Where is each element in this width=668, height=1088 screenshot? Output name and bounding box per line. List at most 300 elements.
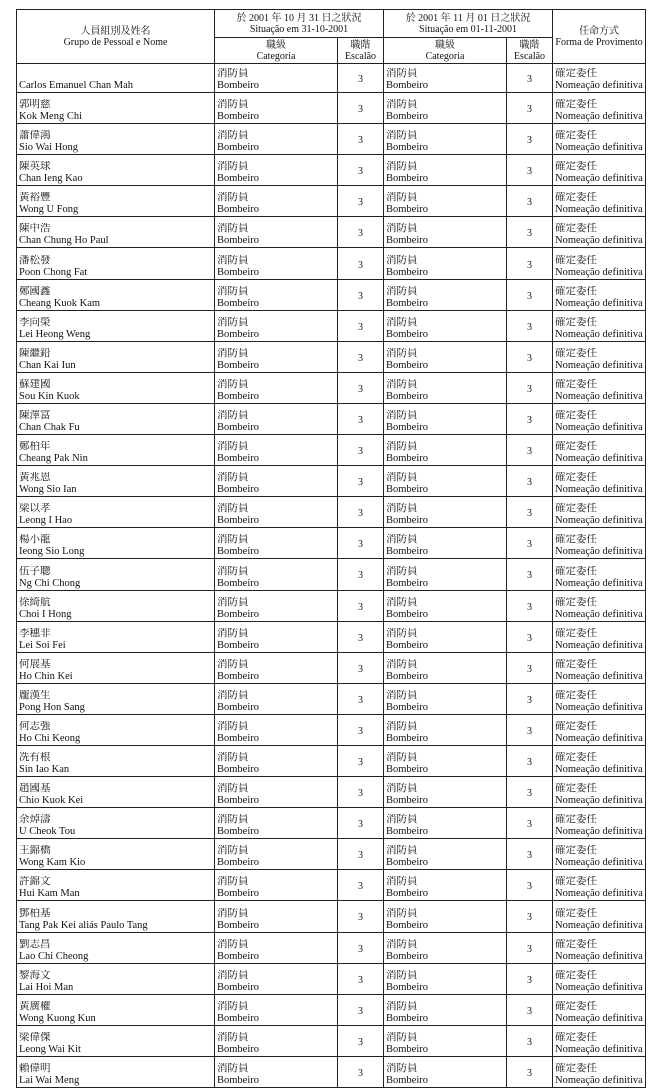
forma-provimento-zh: 確定委任 xyxy=(555,689,598,701)
staff-name xyxy=(17,93,215,124)
forma-provimento xyxy=(553,155,646,186)
categoria-after-pt: Bombeiro xyxy=(386,732,428,744)
forma-provimento-zh: 確定委任 xyxy=(555,99,598,111)
escalao-before: 3 xyxy=(338,435,384,466)
table-row xyxy=(17,372,646,403)
escalao-before: 3 xyxy=(338,124,384,155)
name-column-header-pt: Grupo de Pessoal e Nome xyxy=(63,36,168,48)
escalao-before: 3 xyxy=(338,279,384,310)
forma-provimento xyxy=(553,652,646,683)
categoria-after-pt: Bombeiro xyxy=(386,80,428,91)
categoria-before-pt: Bombeiro xyxy=(217,390,259,402)
table-row xyxy=(17,777,646,808)
forma-provimento-pt: Nomeação definitiva xyxy=(555,515,643,527)
escalao-after: 3 xyxy=(507,590,553,621)
forma-provimento xyxy=(553,777,646,808)
categoria-after-zh: 消防員 xyxy=(386,1000,418,1012)
categoria-after-zh: 消防員 xyxy=(386,1031,418,1043)
categoria-before-pt: Bombeiro xyxy=(217,919,259,931)
categoria-before xyxy=(215,403,338,434)
forma-provimento xyxy=(553,372,646,403)
forma-provimento-pt: Nomeação definitiva xyxy=(555,919,643,931)
forma-provimento-pt: Nomeação definitiva xyxy=(555,142,643,154)
staff-table xyxy=(16,9,646,1088)
categoria-before-zh: 消防員 xyxy=(217,161,249,173)
categoria-header-1 xyxy=(215,38,338,64)
escalao-header-2-pt: Escalão xyxy=(513,50,546,62)
staff-name xyxy=(17,124,215,155)
categoria-after-zh: 消防員 xyxy=(386,534,418,546)
categoria-before-zh: 消防員 xyxy=(217,938,249,950)
escalao-after: 3 xyxy=(507,963,553,994)
categoria-before-pt: Bombeiro xyxy=(217,1075,259,1086)
categoria-before-zh: 消防員 xyxy=(217,1000,249,1012)
period2-header xyxy=(384,10,553,38)
forma-provimento-zh: 確定委任 xyxy=(555,68,598,79)
categoria-after xyxy=(384,652,507,683)
staff-name xyxy=(17,714,215,745)
staff-name xyxy=(17,435,215,466)
forma-provimento-pt: Nomeação definitiva xyxy=(555,390,643,402)
escalao-before: 3 xyxy=(338,590,384,621)
escalao-before: 3 xyxy=(338,310,384,341)
forma-provimento-pt: Nomeação definitiva xyxy=(555,764,643,776)
categoria-before-pt: Bombeiro xyxy=(217,795,259,807)
forma-provimento xyxy=(553,901,646,932)
staff-name-pt: Pong Hon Sang xyxy=(19,701,85,713)
categoria-before xyxy=(215,590,338,621)
forma-provimento-zh: 確定委任 xyxy=(555,876,598,888)
categoria-after-pt: Bombeiro xyxy=(386,1043,428,1055)
escalao-before: 3 xyxy=(338,745,384,776)
forma-provimento xyxy=(553,932,646,963)
forma-provimento xyxy=(553,310,646,341)
escalao-after: 3 xyxy=(507,745,553,776)
forma-provimento-zh: 確定委任 xyxy=(555,254,598,266)
forma-provimento-zh: 確定委任 xyxy=(555,720,598,732)
categoria-before-pt: Bombeiro xyxy=(217,359,259,371)
categoria-after-zh: 消防員 xyxy=(386,472,418,484)
categoria-before-zh: 消防員 xyxy=(217,441,249,453)
categoria-after-zh: 消防員 xyxy=(386,223,418,235)
forma-provimento-zh: 確定委任 xyxy=(555,130,598,142)
categoria-after-zh: 消防員 xyxy=(386,285,418,297)
categoria-before-zh: 消防員 xyxy=(217,316,249,328)
staff-name-pt: Sio Wai Hong xyxy=(19,142,79,154)
forma-provimento xyxy=(553,279,646,310)
categoria-after-pt: Bombeiro xyxy=(386,577,428,589)
staff-name-zh: 黃裕豐 xyxy=(19,192,51,204)
escalao-before: 3 xyxy=(338,341,384,372)
escalao-after: 3 xyxy=(507,777,553,808)
staff-name xyxy=(17,652,215,683)
categoria-before-pt: Bombeiro xyxy=(217,173,259,185)
categoria-before-zh: 消防員 xyxy=(217,565,249,577)
staff-name-pt: Kok Meng Chi xyxy=(19,111,82,123)
escalao-after: 3 xyxy=(507,932,553,963)
categoria-after xyxy=(384,186,507,217)
categoria-after-pt: Bombeiro xyxy=(386,204,428,216)
escalao-before: 3 xyxy=(338,621,384,652)
forma-provimento-zh: 確定委任 xyxy=(555,192,598,204)
categoria-after-zh: 消防員 xyxy=(386,503,418,515)
categoria-before-zh: 消防員 xyxy=(217,969,249,981)
categoria-before xyxy=(215,528,338,559)
categoria-after-zh: 消防員 xyxy=(386,316,418,328)
escalao-after: 3 xyxy=(507,435,553,466)
forma-provimento xyxy=(553,93,646,124)
categoria-before-pt: Bombeiro xyxy=(217,111,259,123)
staff-name-pt: Tang Pak Kei aliás Paulo Tang xyxy=(19,919,148,931)
categoria-before-pt: Bombeiro xyxy=(217,732,259,744)
table-row xyxy=(17,714,646,745)
categoria-after xyxy=(384,808,507,839)
forma-provimento-pt: Nomeação definitiva xyxy=(555,266,643,278)
escalao-before: 3 xyxy=(338,217,384,248)
forma-provimento xyxy=(553,466,646,497)
categoria-after xyxy=(384,994,507,1025)
escalao-after: 3 xyxy=(507,372,553,403)
escalao-after: 3 xyxy=(507,403,553,434)
staff-name xyxy=(17,559,215,590)
staff-name-pt: Ho Chin Kei xyxy=(19,670,73,682)
forma-provimento-zh: 確定委任 xyxy=(555,938,598,950)
forma-provimento-pt: Nomeação definitiva xyxy=(555,204,643,216)
categoria-after-pt: Bombeiro xyxy=(386,359,428,371)
categoria-after-zh: 消防員 xyxy=(386,347,418,359)
staff-name-zh: 徐綺航 xyxy=(19,596,51,608)
categoria-after-zh: 消防員 xyxy=(386,378,418,390)
forma-provimento xyxy=(553,590,646,621)
escalao-header-1-zh: 職階 xyxy=(350,39,371,51)
forma-provimento-pt: Nomeação definitiva xyxy=(555,484,643,496)
categoria-before-pt: Bombeiro xyxy=(217,515,259,527)
staff-name-pt: Carlos Emanuel Chan Mah xyxy=(19,80,134,91)
staff-name-pt: Lei Heong Weng xyxy=(19,328,91,340)
categoria-after-zh: 消防員 xyxy=(386,565,418,577)
escalao-header-1 xyxy=(338,38,384,64)
categoria-after-pt: Bombeiro xyxy=(386,639,428,651)
categoria-before-zh: 消防員 xyxy=(217,223,249,235)
table-row xyxy=(17,808,646,839)
table-row xyxy=(17,403,646,434)
categoria-after-pt: Bombeiro xyxy=(386,1075,428,1086)
categoria-before-zh: 消防員 xyxy=(217,534,249,546)
categoria-before xyxy=(215,435,338,466)
categoria-before xyxy=(215,994,338,1025)
staff-name-pt: Wong Sio Ian xyxy=(19,484,77,496)
categoria-after-zh: 消防員 xyxy=(386,130,418,142)
staff-name xyxy=(17,310,215,341)
table-row xyxy=(17,1056,646,1087)
table-row xyxy=(17,559,646,590)
staff-name-zh: 鄭柏年 xyxy=(19,441,51,453)
forma-provimento-pt: Nomeação definitiva xyxy=(555,950,643,962)
categoria-before xyxy=(215,64,338,93)
staff-name-zh: 陳中浩 xyxy=(19,223,51,235)
escalao-after: 3 xyxy=(507,466,553,497)
categoria-after-zh: 消防員 xyxy=(386,752,418,764)
forma-provimento xyxy=(553,745,646,776)
staff-name-zh: 余焯濤 xyxy=(19,814,51,826)
forma-provimento-pt: Nomeação definitiva xyxy=(555,422,643,434)
forma-provimento-zh: 確定委任 xyxy=(555,223,598,235)
escalao-after: 3 xyxy=(507,217,553,248)
staff-name xyxy=(17,186,215,217)
categoria-before xyxy=(215,1056,338,1087)
staff-name-pt: Lai Wai Meng xyxy=(19,1075,80,1086)
categoria-before-zh: 消防員 xyxy=(217,596,249,608)
categoria-after xyxy=(384,279,507,310)
forma-provimento-pt: Nomeação definitiva xyxy=(555,111,643,123)
categoria-after-zh: 消防員 xyxy=(386,969,418,981)
staff-name-zh: 許錦文 xyxy=(19,876,51,888)
table-row xyxy=(17,248,646,279)
categoria-after xyxy=(384,559,507,590)
staff-name-zh: 伍子聰 xyxy=(19,565,51,577)
categoria-before xyxy=(215,963,338,994)
forma-provimento xyxy=(553,839,646,870)
forma-provimento-pt: Nomeação definitiva xyxy=(555,80,643,91)
categoria-after-zh: 消防員 xyxy=(386,658,418,670)
categoria-before-zh: 消防員 xyxy=(217,627,249,639)
categoria-before-pt: Bombeiro xyxy=(217,422,259,434)
categoria-before-pt: Bombeiro xyxy=(217,701,259,713)
table-row xyxy=(17,994,646,1025)
staff-name-pt: Lao Chi Cheong xyxy=(19,950,89,962)
escalao-before: 3 xyxy=(338,932,384,963)
categoria-after-pt: Bombeiro xyxy=(386,701,428,713)
escalao-after: 3 xyxy=(507,1025,553,1056)
forma-provimento-zh: 確定委任 xyxy=(555,814,598,826)
staff-name xyxy=(17,403,215,434)
forma-provimento-pt: Nomeação definitiva xyxy=(555,639,643,651)
staff-name xyxy=(17,64,215,93)
staff-name-zh: 何志強 xyxy=(19,720,51,732)
categoria-before-pt: Bombeiro xyxy=(217,266,259,278)
table-row xyxy=(17,683,646,714)
staff-name-pt: Chan Chung Ho Paul xyxy=(19,235,109,247)
categoria-before xyxy=(215,777,338,808)
categoria-after-zh: 消防員 xyxy=(386,161,418,173)
categoria-after-pt: Bombeiro xyxy=(386,546,428,558)
categoria-before-pt: Bombeiro xyxy=(217,1012,259,1024)
staff-name-zh: 趙國基 xyxy=(19,783,51,795)
forma-provimento-pt: Nomeação definitiva xyxy=(555,546,643,558)
forma-provimento-zh: 確定委任 xyxy=(555,845,598,857)
table-row xyxy=(17,528,646,559)
forma-provimento-pt: Nomeação definitiva xyxy=(555,701,643,713)
staff-name xyxy=(17,808,215,839)
staff-name xyxy=(17,217,215,248)
categoria-before-zh: 消防員 xyxy=(217,907,249,919)
staff-name-pt: Ng Chi Chong xyxy=(19,577,81,589)
categoria-after-pt: Bombeiro xyxy=(386,173,428,185)
forma-provimento-zh: 確定委任 xyxy=(555,969,598,981)
categoria-after-zh: 消防員 xyxy=(386,907,418,919)
staff-name xyxy=(17,963,215,994)
staff-name xyxy=(17,341,215,372)
staff-name xyxy=(17,683,215,714)
name-column-header xyxy=(17,10,215,64)
table-row xyxy=(17,279,646,310)
table-row xyxy=(17,186,646,217)
staff-name-pt: Chan Kai Iun xyxy=(19,359,76,371)
staff-name-pt: Sou Kin Kuok xyxy=(19,390,80,402)
escalao-after: 3 xyxy=(507,839,553,870)
categoria-before xyxy=(215,93,338,124)
forma-provimento xyxy=(553,808,646,839)
categoria-after xyxy=(384,372,507,403)
forma-provimento xyxy=(553,994,646,1025)
categoria-before xyxy=(215,497,338,528)
staff-name xyxy=(17,372,215,403)
forma-provimento-zh: 確定委任 xyxy=(555,565,598,577)
staff-name-pt: Chio Kuok Kei xyxy=(19,795,84,807)
categoria-after-zh: 消防員 xyxy=(386,720,418,732)
staff-name-zh: 蘇建國 xyxy=(19,378,51,390)
escalao-after: 3 xyxy=(507,279,553,310)
categoria-after-pt: Bombeiro xyxy=(386,328,428,340)
forma-provimento xyxy=(553,124,646,155)
escalao-after: 3 xyxy=(507,528,553,559)
staff-name xyxy=(17,745,215,776)
categoria-after-zh: 消防員 xyxy=(386,938,418,950)
staff-name-zh: 楊小龍 xyxy=(19,534,51,546)
forma-provimento-zh: 確定委任 xyxy=(555,503,598,515)
escalao-after: 3 xyxy=(507,124,553,155)
forma-provimento xyxy=(553,497,646,528)
escalao-after: 3 xyxy=(507,155,553,186)
categoria-after-pt: Bombeiro xyxy=(386,857,428,869)
escalao-before: 3 xyxy=(338,1056,384,1087)
forma-provimento-pt: Nomeação definitiva xyxy=(555,297,643,309)
categoria-after-pt: Bombeiro xyxy=(386,888,428,900)
forma-provimento-pt: Nomeação definitiva xyxy=(555,453,643,465)
categoria-after xyxy=(384,466,507,497)
escalao-after: 3 xyxy=(507,341,553,372)
staff-name xyxy=(17,1056,215,1087)
categoria-before xyxy=(215,155,338,186)
categoria-header-2-zh: 職級 xyxy=(435,39,455,51)
categoria-before-pt: Bombeiro xyxy=(217,328,259,340)
categoria-before-zh: 消防員 xyxy=(217,876,249,888)
categoria-before-pt: Bombeiro xyxy=(217,608,259,620)
table-row xyxy=(17,652,646,683)
categoria-after-pt: Bombeiro xyxy=(386,390,428,402)
categoria-after xyxy=(384,435,507,466)
forma-provimento-zh: 確定委任 xyxy=(555,472,598,484)
categoria-before xyxy=(215,341,338,372)
categoria-before-zh: 消防員 xyxy=(217,410,249,422)
period1-header-pt: Situação em 31-10-2001 xyxy=(249,23,349,35)
categoria-before-zh: 消防員 xyxy=(217,472,249,484)
forma-provimento xyxy=(553,64,646,93)
escalao-after: 3 xyxy=(507,93,553,124)
categoria-before-zh: 消防員 xyxy=(217,254,249,266)
categoria-after-zh: 消防員 xyxy=(386,596,418,608)
forma-provimento-pt: Nomeação definitiva xyxy=(555,577,643,589)
staff-name-zh: 冼有根 xyxy=(19,752,51,764)
categoria-before-pt: Bombeiro xyxy=(217,80,259,91)
escalao-before: 3 xyxy=(338,808,384,839)
forma-provimento xyxy=(553,435,646,466)
staff-name xyxy=(17,155,215,186)
forma-provimento-pt: Nomeação definitiva xyxy=(555,235,643,247)
categoria-after-pt: Bombeiro xyxy=(386,422,428,434)
escalao-after: 3 xyxy=(507,1056,553,1087)
categoria-before-zh: 消防員 xyxy=(217,1063,249,1074)
categoria-after-zh: 消防員 xyxy=(386,192,418,204)
staff-name xyxy=(17,1025,215,1056)
categoria-after-pt: Bombeiro xyxy=(386,950,428,962)
escalao-after: 3 xyxy=(507,652,553,683)
categoria-after-pt: Bombeiro xyxy=(386,266,428,278)
forma-column-header-pt: Forma de Provimento xyxy=(555,36,643,48)
categoria-after xyxy=(384,745,507,776)
categoria-before xyxy=(215,901,338,932)
forma-provimento-pt: Nomeação definitiva xyxy=(555,670,643,682)
categoria-before-pt: Bombeiro xyxy=(217,764,259,776)
categoria-after-zh: 消防員 xyxy=(386,845,418,857)
categoria-before-zh: 消防員 xyxy=(217,68,249,79)
escalao-before: 3 xyxy=(338,155,384,186)
staff-name-pt: Lai Hoi Man xyxy=(19,981,74,993)
name-column-header-zh: 人員組別及姓名 xyxy=(80,25,151,37)
categoria-after xyxy=(384,777,507,808)
table-row xyxy=(17,124,646,155)
escalao-after: 3 xyxy=(507,310,553,341)
staff-name-zh: 黎海文 xyxy=(19,969,51,981)
categoria-after xyxy=(384,714,507,745)
categoria-before-zh: 消防員 xyxy=(217,347,249,359)
categoria-after xyxy=(384,683,507,714)
escalao-before: 3 xyxy=(338,652,384,683)
forma-provimento-pt: Nomeação definitiva xyxy=(555,608,643,620)
categoria-after-zh: 消防員 xyxy=(386,68,418,79)
categoria-after-zh: 消防員 xyxy=(386,627,418,639)
staff-name-pt: U Cheok Tou xyxy=(19,826,76,838)
categoria-after xyxy=(384,621,507,652)
staff-name-pt: Leong I Hao xyxy=(19,515,73,527)
forma-provimento-zh: 確定委任 xyxy=(555,161,598,173)
staff-name-pt: Wong U Fong xyxy=(19,204,79,216)
table-row xyxy=(17,341,646,372)
forma-column-header-zh: 任命方式 xyxy=(579,25,620,37)
forma-provimento-zh: 確定委任 xyxy=(555,783,598,795)
escalao-before: 3 xyxy=(338,901,384,932)
staff-name-pt: Sin Iao Kan xyxy=(19,764,70,776)
forma-provimento xyxy=(553,341,646,372)
table-row xyxy=(17,435,646,466)
forma-provimento-pt: Nomeação definitiva xyxy=(555,1075,643,1086)
staff-name-zh: 蕭偉鴻 xyxy=(19,130,51,142)
categoria-before xyxy=(215,652,338,683)
escalao-before: 3 xyxy=(338,714,384,745)
categoria-before xyxy=(215,310,338,341)
categoria-after-zh: 消防員 xyxy=(386,689,418,701)
categoria-after-zh: 消防員 xyxy=(386,814,418,826)
escalao-before: 3 xyxy=(338,403,384,434)
escalao-before: 3 xyxy=(338,559,384,590)
categoria-before-pt: Bombeiro xyxy=(217,857,259,869)
forma-provimento xyxy=(553,870,646,901)
staff-name-zh: 陳英球 xyxy=(19,161,51,173)
escalao-before: 3 xyxy=(338,372,384,403)
staff-name-pt: Wong Kuong Kun xyxy=(19,1012,96,1024)
staff-name xyxy=(17,901,215,932)
forma-provimento-zh: 確定委任 xyxy=(555,658,598,670)
